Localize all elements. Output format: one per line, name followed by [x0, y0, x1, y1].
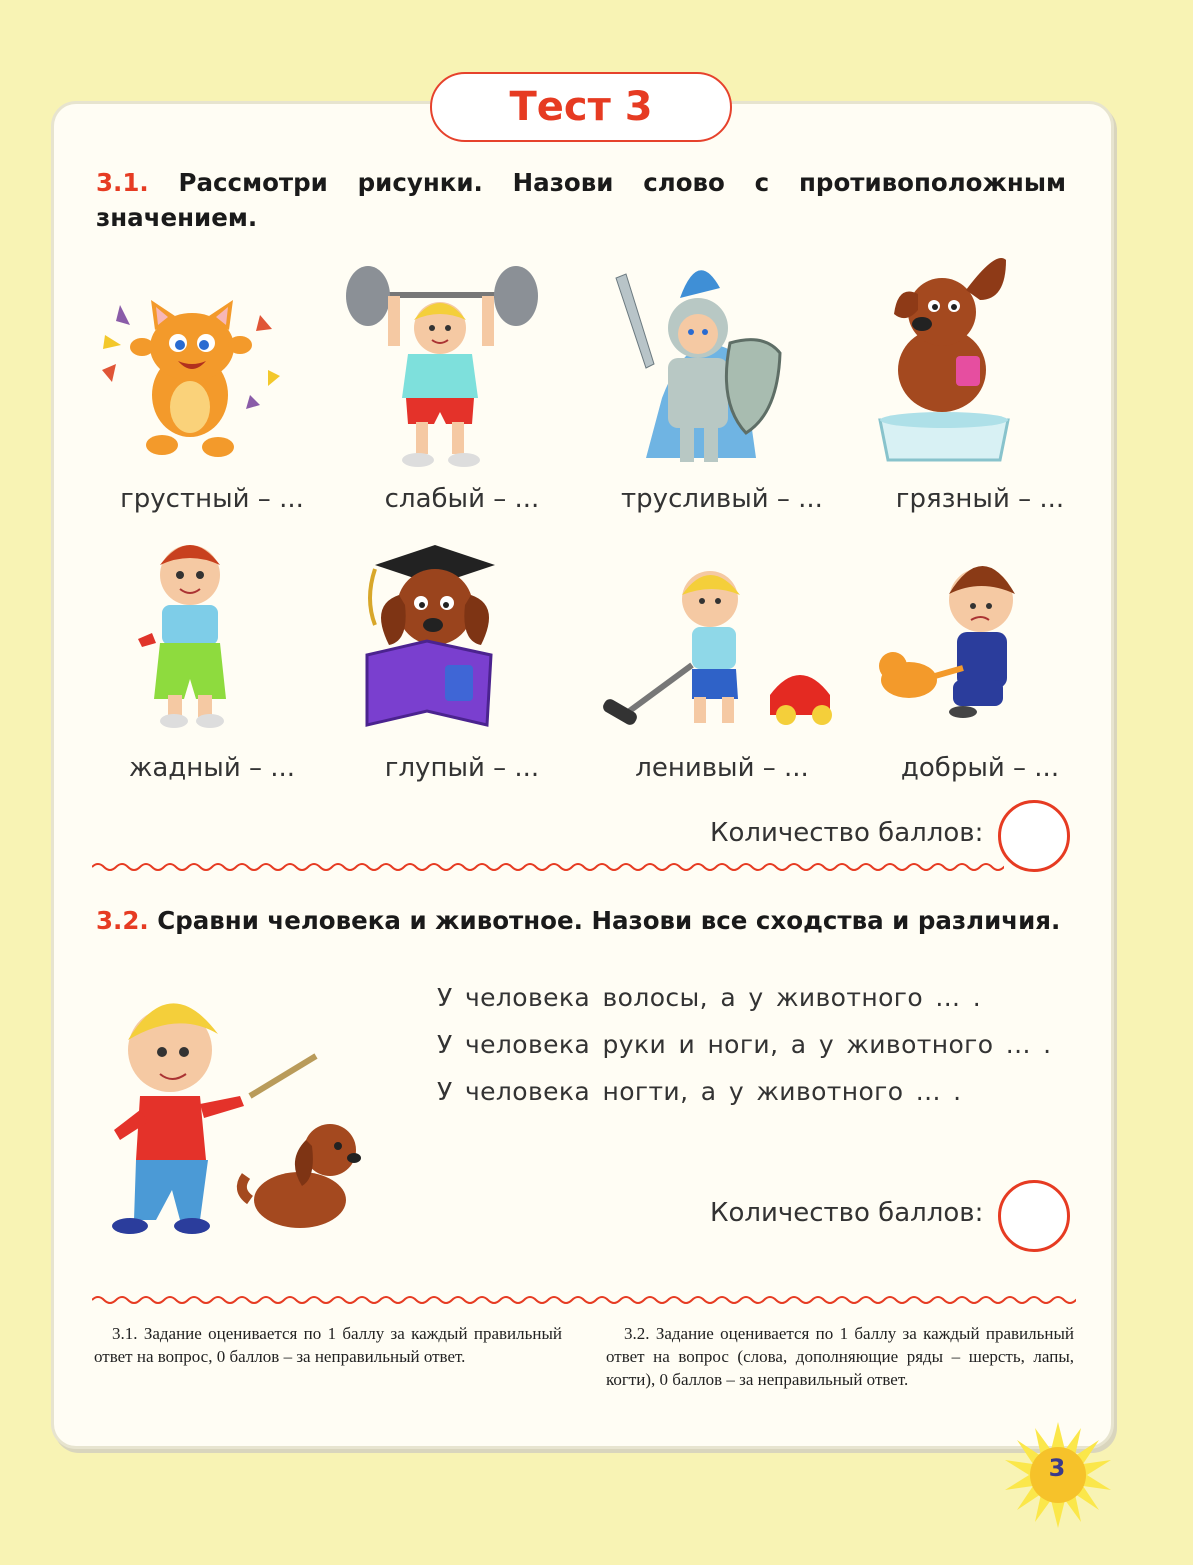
score-circle[interactable] — [998, 1180, 1070, 1252]
comparison-sentence: У человека ногти, а у животного ... . — [437, 1077, 962, 1106]
kitten-illustration — [90, 275, 290, 465]
word-caption: ленивый – ... — [635, 753, 809, 783]
task1-heading — [96, 165, 1066, 235]
wavy-divider — [92, 860, 1004, 874]
word-caption: добрый – ... — [900, 753, 1060, 783]
page-number: 3 — [1048, 1454, 1066, 1482]
score-circle[interactable] — [998, 800, 1070, 872]
boy-vacuum-illustration — [600, 565, 840, 740]
knight-boy-illustration — [600, 248, 800, 473]
task2-text: Сравни человека и животное. Назови все сходства и различия. — [157, 906, 1061, 935]
word-caption: глупый – ... — [384, 753, 540, 783]
boy-throwing-stick-dog-illustration — [100, 1000, 390, 1255]
dog-graduate-reading-illustration — [355, 545, 505, 735]
task1-text: Рассмотри рисунки. Назови слово с противоположным значением. — [96, 168, 1067, 232]
page-title: Тест 3 — [430, 72, 732, 142]
boy-pulling-cat-tail-illustration — [875, 550, 1025, 730]
score-label: Количество баллов: — [710, 1198, 984, 1228]
task1-number: 3.1. — [96, 168, 149, 197]
word-caption: грязный – ... — [895, 484, 1065, 514]
task2-heading — [96, 903, 1066, 938]
grading-note: 3.2. Задание оценивается по 1 баллу за каждый правильный ответ на вопрос (слова, дополняющие ряды – шерсть, лапы, когти), 0 баллов – за неправильный ответ. — [606, 1324, 1074, 1389]
score-label: Количество баллов: — [710, 818, 984, 848]
word-caption: грустный – ... — [120, 484, 304, 514]
dog-washing-illustration — [870, 250, 1020, 465]
task2-number: 3.2. — [96, 906, 149, 935]
comparison-sentence: У человека руки и ноги, а у животного ... . — [437, 1030, 1052, 1059]
word-caption: трусливый – ... — [621, 484, 823, 514]
comparison-sentence: У человека волосы, а у животного ... . — [437, 983, 982, 1012]
word-caption: слабый – ... — [384, 484, 540, 514]
grading-note: 3.1. Задание оценивается по 1 баллу за каждый правильный ответ на вопрос, 0 баллов – за неправильный ответ. — [94, 1324, 562, 1366]
wavy-divider — [92, 1293, 1076, 1307]
weightlifter-boy-illustration — [340, 262, 540, 472]
word-caption: жадный – ... — [128, 753, 296, 783]
boy-with-candy-illustration — [130, 535, 250, 735]
